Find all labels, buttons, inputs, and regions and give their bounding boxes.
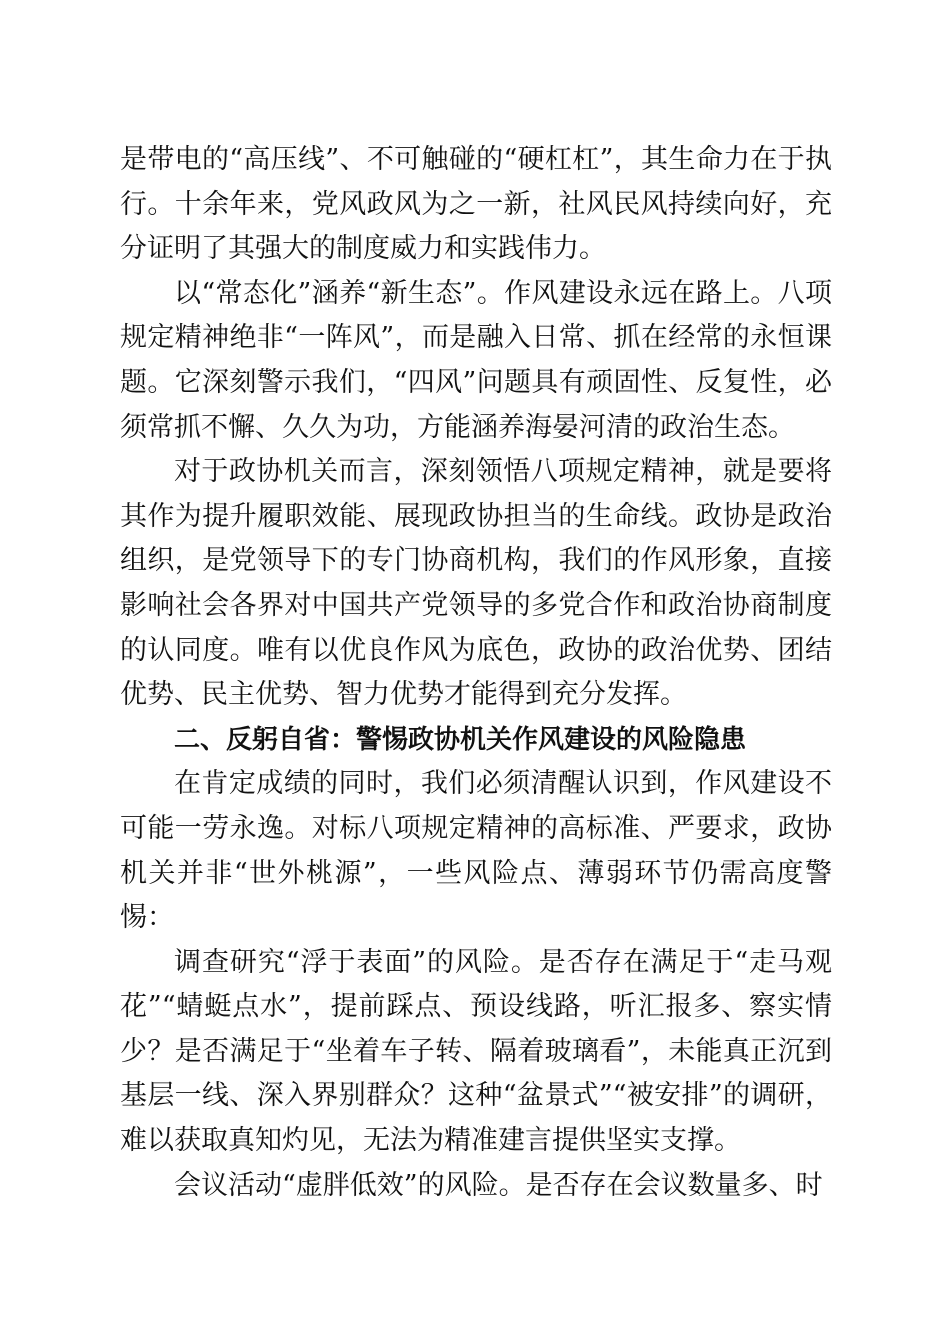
paragraph-normalization: 以“常态化”涵养“新生态”。作风建设永远在路上。八项规定精神绝非“一阵风”，而是融入日常、抓在经常的永恒课题。它深刻警示我们，“四风”问题具有顽固性、反复性，必须常抓不懈、久久为功，方能涵养海晏河清的政治生态。	[120, 277, 832, 443]
paragraph-cppcc-role: 对于政协机关而言，深刻领悟八项规定精神，就是要将其作为提升履职效能、展现政协担当的生命线。政协是政治组织，是党领导下的专门协商机构，我们的作风形象，直接影响社会各界对中国共产党领导的多党合作和政治协商制度的认同度。唯有以优良作风为底色，政协的政治优势、团结优势、民主优势、智力优势才能得到充分发挥。	[120, 456, 832, 711]
paragraph-meeting-risk: 会议活动“虚胖低效”的风险。是否存在会议数量多、时	[174, 1169, 823, 1201]
document-body	[120, 138, 832, 1208]
paragraph-continued: 是带电的“高压线”、不可触碰的“硬杠杠”，其生命力在于执行。十余年来，党风政风为之一新，社风民风持续向好，充分证明了其强大的制度威力和实践伟力。	[120, 144, 832, 265]
section-heading: 二、反躬自省：警惕政协机关作风建设的风险隐患	[174, 724, 747, 755]
paragraph-research-risk: 调查研究“浮于表面”的风险。是否存在满足于“走马观花”“蜻蜓点水”，提前踩点、预设线路，听汇报多、察实情少？是否满足于“坐着车子转、隔着玻璃看”，未能真正沉到基层一线、深入界别群众？这种“盆景式”“被安排”的调研，难以获取真知灼见，无法为精准建言提供坚实支撑。	[120, 946, 832, 1157]
paragraph-risk-intro: 在肯定成绩的同时，我们必须清醒认识到，作风建设不可能一劳永逸。对标八项规定精神的高标准、严要求，政协机关并非“世外桃源”，一些风险点、薄弱环节仍需高度警惕：	[120, 768, 832, 934]
